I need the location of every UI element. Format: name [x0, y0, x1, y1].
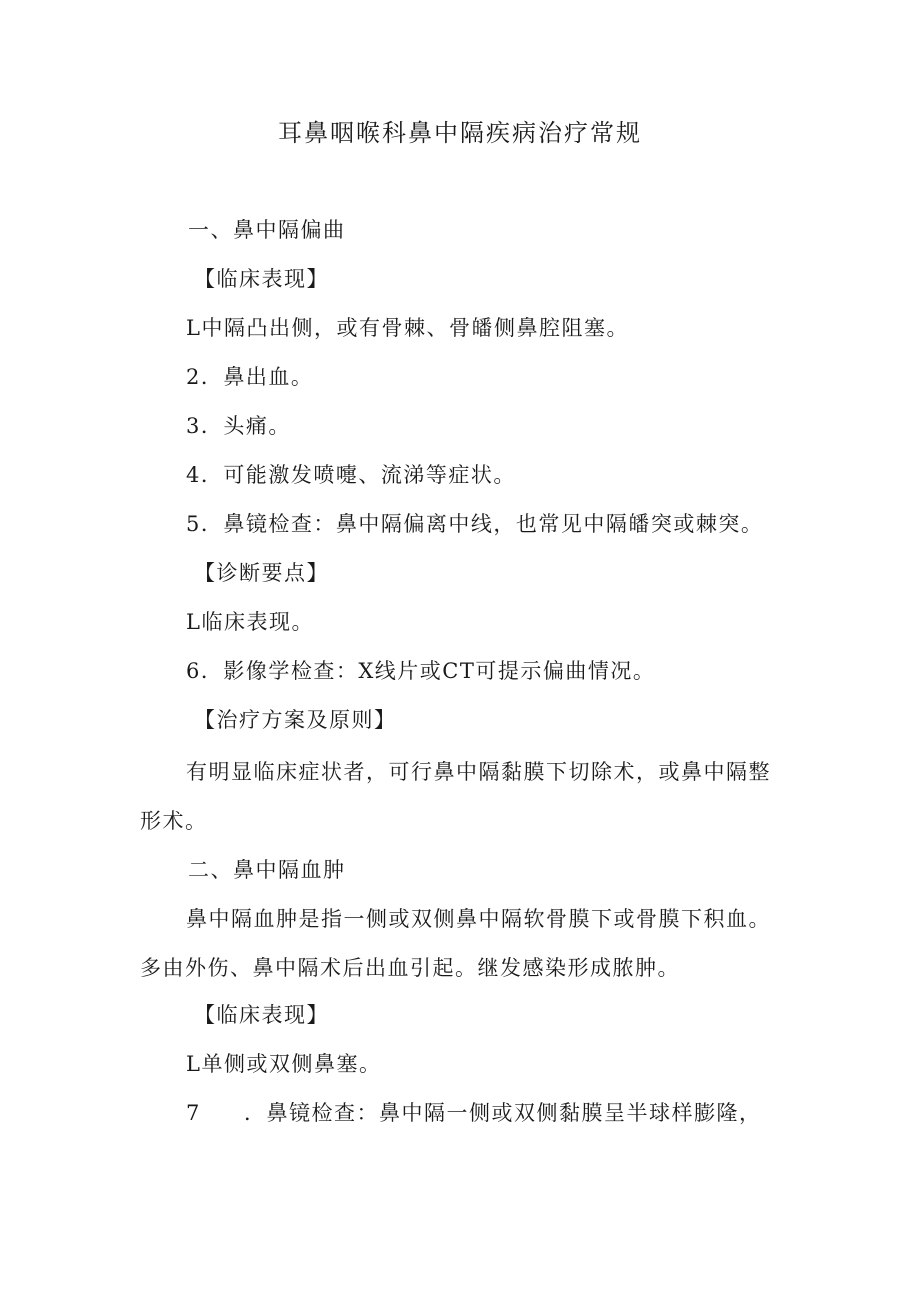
clinical-item: 4．可能激发喷嚏、流涕等症状。 [186, 463, 516, 487]
treatment-label: 【治疗方案及原则】 [194, 708, 397, 732]
clinical-label: 【临床表现】 [194, 267, 329, 291]
item-text: ．鼻镜检查：鼻中隔一侧或双侧黏膜呈半球样膨隆， [244, 1101, 762, 1125]
diagnosis-label: 【诊断要点】 [194, 561, 329, 585]
treatment-text-line: 形术。 [140, 809, 208, 833]
intro-text-line: 多由外伤、鼻中隔术后出血引起。继发感染形成脓肿。 [140, 956, 680, 980]
clinical-item: 5．鼻镜检查：鼻中隔偏离中线，也常见中隔皤突或棘突。 [186, 512, 764, 536]
item-number: 7 [186, 1101, 201, 1125]
clinical-item: L中隔凸出侧，或有骨棘、骨皤侧鼻腔阻塞。 [186, 316, 629, 340]
clinical-item-7 [186, 1098, 762, 1128]
clinical-item: 3．头痛。 [186, 414, 291, 438]
diagnosis-item: 6．影像学检查：X线片或CT可提示偏曲情况。 [186, 659, 656, 683]
diagnosis-item: L临床表现。 [186, 610, 314, 634]
clinical-label: 【临床表现】 [194, 1003, 329, 1027]
intro-text-line: 鼻中隔血肿是指一侧或双侧鼻中隔软骨膜下或骨膜下积血。 [186, 907, 771, 931]
document-title: 耳鼻咽喉科鼻中隔疾病治疗常规 [278, 119, 642, 147]
section-heading-hematoma: 二、鼻中隔血肿 [188, 858, 346, 882]
clinical-item: L单侧或双侧鼻塞。 [186, 1052, 382, 1076]
treatment-text-line: 有明显临床症状者，可行鼻中隔黏膜下切除术，或鼻中隔整 [186, 760, 771, 784]
clinical-item: 2．鼻出血。 [186, 365, 314, 389]
section-heading-deviation: 一、鼻中隔偏曲 [188, 218, 346, 242]
